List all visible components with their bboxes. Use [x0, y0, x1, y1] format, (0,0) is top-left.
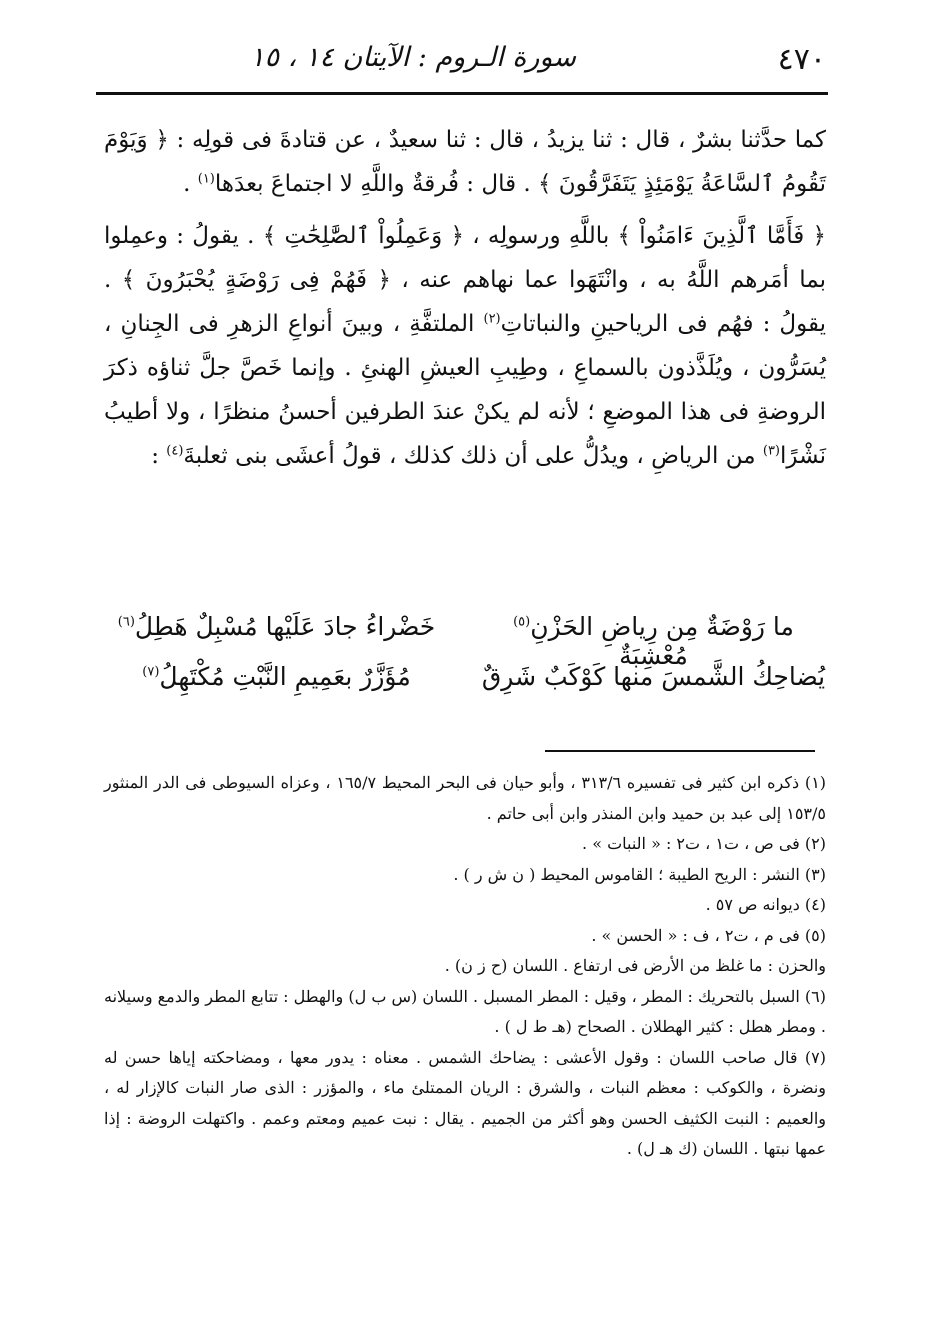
footnote: والحزن : ما غلظ من الأرض فى ارتفاع . اللسان (ح ز ن) .	[444, 956, 826, 975]
footnote-mark-1: (١)	[197, 171, 215, 187]
verse-first-hemistich	[481, 662, 826, 691]
footnote-mark-2: (٢)	[483, 311, 501, 327]
footnote: (٣) النشر : الريح الطيبة ؛ القاموس المحيط ( ن ش ر ) .	[453, 864, 826, 884]
verse-second-hemistich	[104, 662, 449, 691]
paragraph-2-rest: الملتفَّةِ ، وبينَ أنواعِ الزهرِ فى الجِنانِ ، يُسَرُّون ، ويُلَذَّذون بالسماعِ ، وطِيبِ العيشِ الهنئِ . وإنما خَصَّ جلَّ ثناؤه ذكرَ الروضةِ فى هذا الموضعِ ؛ لأنه لم يكنْ عندَ الطرفين أحسنُ منظرًا ، ولا أطيبُ نَشْرًا	[104, 311, 826, 469]
footnote-mark-7: (٧)	[142, 664, 160, 680]
footnote: (٢) فى ص ، ت١ ، ت٢ : « النبات » .	[582, 834, 826, 853]
main-text	[104, 118, 826, 486]
footnote: (١) ذكره ابن كثير فى تفسيره ٣١٣/٦ ، وأبو حيان فى البحر المحيط ١٦٥/٧ ، وعزاه السيوطى فى الدر المنثور ١٥٣/٥ إلى عبد بن حميد وابن المنذر وابن أبى حاتم .	[104, 773, 827, 823]
footnote: (٤) ديوانه ص ٥٧ .	[705, 895, 826, 914]
paragraph-2-rest2: من الرياضِ ، ويدُلُّ على أن ذلك كذلك ، قولُ أعشَى بنى ثعلبةَ	[183, 443, 763, 469]
header-rule	[96, 92, 828, 95]
hemistich-text: يُضاحِكُ الشَّمسَ منها كَوْكَبٌ شَرِقٌ	[481, 662, 826, 691]
paragraph-1	[104, 118, 826, 206]
footnote-mark-6: (٦)	[117, 614, 135, 630]
hemistich-end: مُعْشِبَةٌ	[619, 641, 688, 670]
verse-line	[104, 662, 826, 712]
hemistich-text: مُؤَزَّرٌ بعَمِيمِ النَّبْتِ مُكْتَهِلُ	[159, 662, 411, 691]
footnote-separator	[545, 750, 815, 752]
running-title: سورة الـروم : الآيتان ١٤ ، ١٥	[249, 42, 576, 73]
hemistich-text: ما رَوْضَةٌ مِن رِياضِ الحَزْنِ	[530, 612, 794, 641]
footnote: (٦) السبل بالتحريك : المطر ، وقيل : المطر المسبل . اللسان (س ب ل) والهطل : تتابع المطر والدمع وسيلانه . ومطر هطل : كثير الهطلان . الصحاح (هـ ط ل ) .	[104, 986, 826, 1036]
footnote-mark-5: (٥)	[513, 614, 531, 630]
paragraph-1-text: كما حدَّثنا بشرٌ ، قال : ثنا يزيدُ ، قال : ثنا سعيدٌ ، عن قتادةَ فى قولِه : ﴿ وَيَوْمَ تَقُومُ ٱلسَّاعَةُ يَوْمَئِذٍ يَتَفَرَّقُونَ ﴾ . قال : فُرقةٌ واللَّهِ لا اجتماعَ بعدَها	[104, 127, 826, 197]
footnote-mark-3: (٣)	[762, 443, 780, 459]
paragraph-2-text: ﴿ فَأَمَّا ٱلَّذِينَ ءَامَنُواْ ﴾ باللَّهِ ورسولِه ، ﴿ وَعَمِلُواْ ٱلصَّٰلِحَٰتِ ﴾ . يقولُ : وعمِلوا بما أمَرهم اللَّهُ به ، وانْتَهَوا عما نهاهم عنه ، ﴿ فَهُمْ فِى رَوْضَةٍ يُحْبَرُونَ ﴾ . يقولُ : فهُم فى الرياحينِ والنباتاتِ	[104, 223, 827, 337]
footnote: (٧) قال صاحب اللسان : وقول الأعشى : يضاحك الشمس . معناه : يدور معها ، ومضاحكته إياها حسن له ونضرة ، والكوكب : معظم النبات ، والشرق : الريان الممتلئ ماء ، والمؤزر : الذى صار النبات كالإزار له ، والعميم : النبت الكثيف الحسن وهو أكثر من الجميم . يقال : نبت عميم ومعتم وعمم . واكتهلت الروضة : إذا عمها نبتها . اللسان (ك هـ ل) .	[104, 1047, 826, 1158]
page-number: ٤٧٠	[777, 42, 826, 77]
poetry-block	[104, 612, 826, 712]
paragraph-1-end: .	[183, 171, 198, 197]
paragraph-2	[104, 214, 826, 478]
footnote: (٥) فى م ، ت٢ ، ف : « الحسن » .	[591, 925, 826, 945]
verse-line	[104, 612, 826, 670]
hemistich-text: خَضْراءُ جادَ عَلَيْها مُسْبِلٌ هَطِلُ	[134, 612, 436, 641]
verse-second-hemistich	[104, 612, 449, 641]
footnote-mark-4: (٤)	[166, 443, 184, 459]
paragraph-2-end: :	[151, 443, 167, 469]
footnotes	[104, 768, 826, 1165]
page-header	[96, 40, 826, 90]
